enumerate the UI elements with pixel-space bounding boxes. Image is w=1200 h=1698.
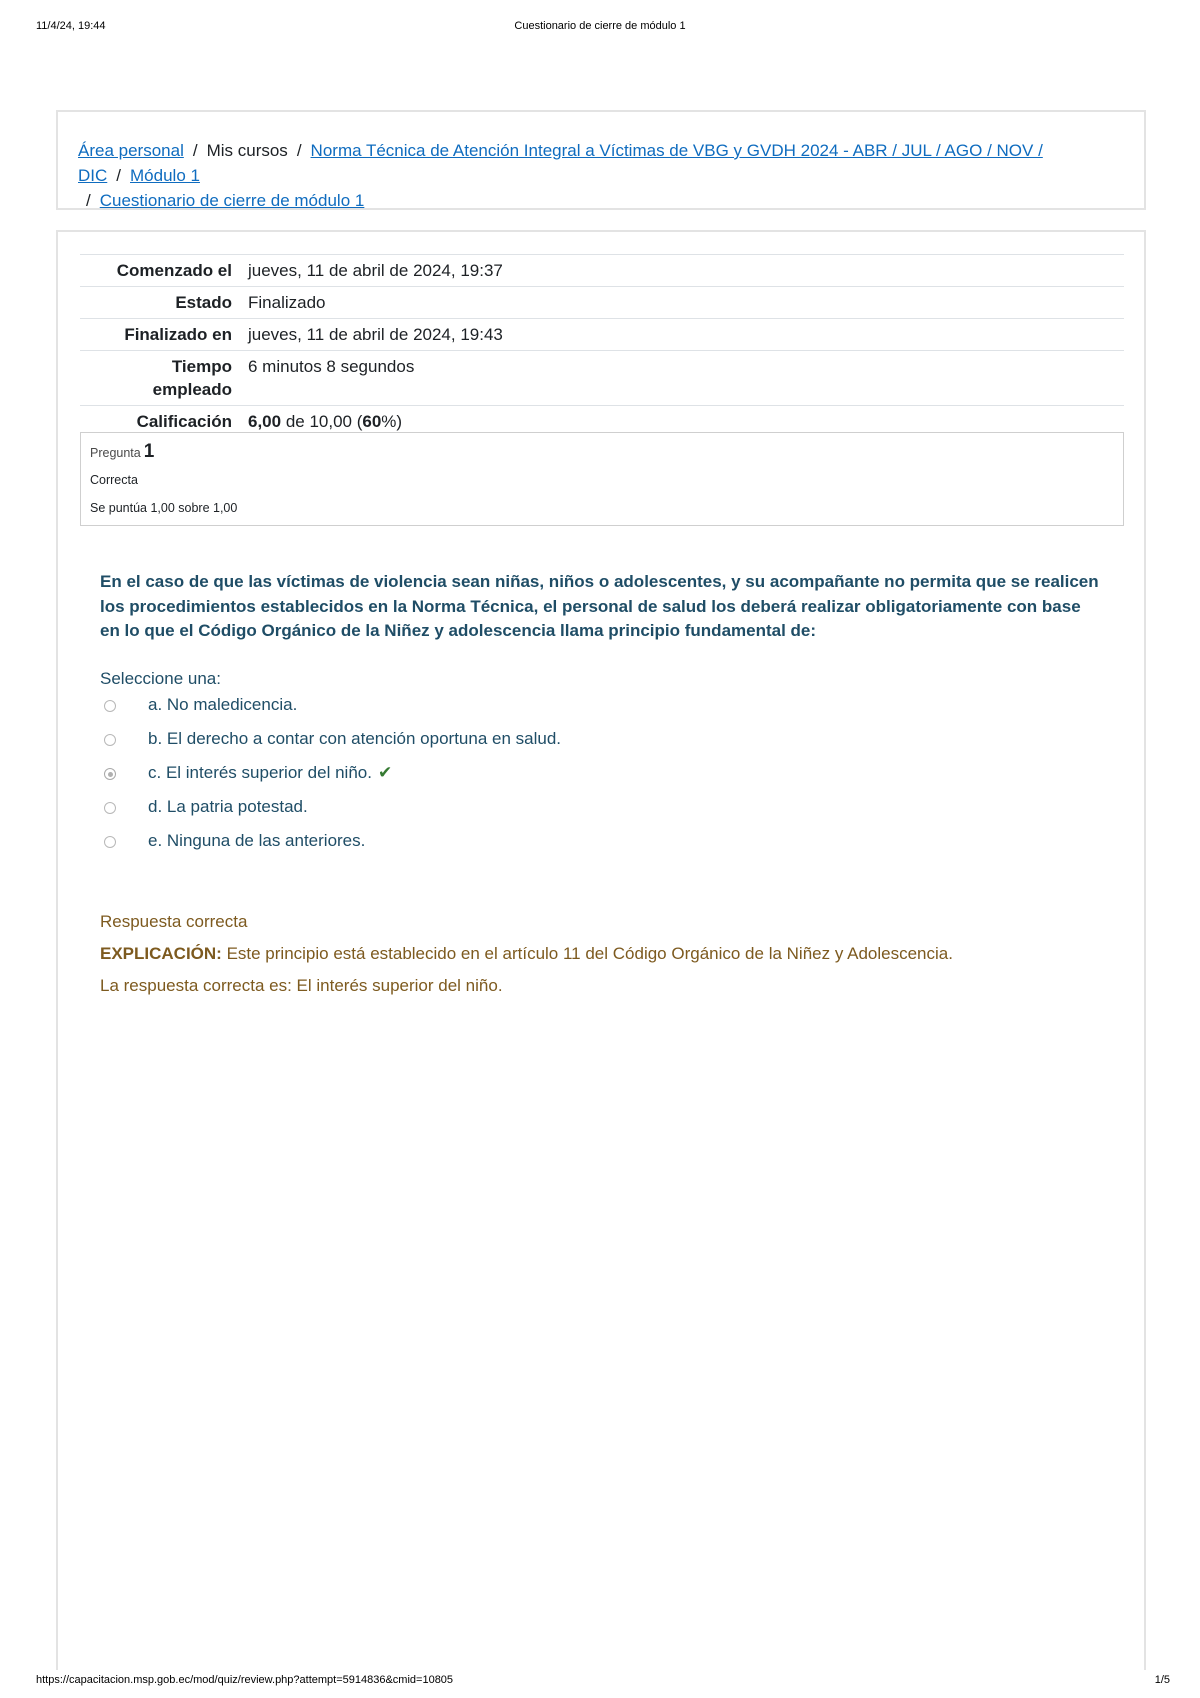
summary-label-line: Tiempo <box>171 357 232 376</box>
answer-label: d. La patria potestad. <box>148 797 308 816</box>
summary-row-finished <box>80 319 1124 351</box>
print-url: https://capacitacion.msp.gob.ec/mod/quiz/review.php?attempt=5914836&cmid=10805 <box>36 1674 454 1686</box>
feedback-panel <box>100 912 1100 1008</box>
answer-label: c. El interés superior del niño. <box>148 763 372 782</box>
breadcrumb-home-link[interactable]: Área personal <box>78 141 184 160</box>
radio-button-selected[interactable] <box>104 768 116 780</box>
print-page-number: 1/5 <box>1154 1674 1170 1686</box>
feedback-explanation <box>100 944 1100 976</box>
question-text: En el caso de que las víctimas de violencia sean niñas, niños o adolescentes, y su acompañante no permita que se realicen los procedimientos establecidos en la Norma Técnica, el personal de salud los deberá realizar obligatoriamente con base en lo que el Código Orgánico de la Niñez y adolescencia llama principio fundamental de: <box>100 572 1099 640</box>
grade-end: %) <box>381 412 403 431</box>
answer-option-d[interactable] <box>104 797 1004 834</box>
feedback-result: Respuesta correcta <box>100 912 248 931</box>
breadcrumb <box>78 138 1133 213</box>
print-title: Cuestionario de cierre de módulo 1 <box>514 20 686 32</box>
breadcrumb-separator: / <box>192 141 198 160</box>
breadcrumb-course-link[interactable]: Norma Técnica de Atención Integral a Víctimas de VBG y GVDH 2024 - ABR / JUL / AGO / NOV / DIC <box>78 141 1043 185</box>
radio-button[interactable] <box>104 700 116 712</box>
grade-of: de 10,00 ( <box>281 412 363 431</box>
answer-option-c[interactable] <box>104 763 1004 800</box>
summary-label-line: empleado <box>152 380 232 399</box>
explanation-label: EXPLICACIÓN: <box>100 944 222 963</box>
breadcrumb-module-link[interactable]: Módulo 1 <box>130 166 200 185</box>
breadcrumb-quiz-link[interactable]: Cuestionario de cierre de módulo 1 <box>99 191 365 210</box>
answer-option-b[interactable] <box>104 729 1004 766</box>
breadcrumb-separator: / <box>86 191 91 210</box>
attempt-summary-table <box>80 254 1124 437</box>
question-info-box <box>80 432 1124 526</box>
answer-prompt: Seleccione una: <box>100 669 221 688</box>
quiz-review-panel <box>56 230 1146 1670</box>
summary-value: Finalizado <box>248 293 326 312</box>
summary-label <box>80 351 248 406</box>
answer-label: b. El derecho a contar con atención oportuna en salud. <box>148 729 562 748</box>
question-state: Correcta <box>90 473 138 487</box>
breadcrumb-courses: Mis cursos <box>206 141 288 160</box>
checkmark-icon: ✔ <box>377 763 393 782</box>
summary-label: Estado <box>175 293 232 312</box>
summary-label: Comenzado el <box>116 261 232 280</box>
feedback-correct-answer: La respuesta correcta es: El interés superior del niño. <box>100 976 503 995</box>
question-number-value: 1 <box>143 441 155 462</box>
summary-value: jueves, 11 de abril de 2024, 19:37 <box>248 261 503 280</box>
summary-row-state <box>80 287 1124 319</box>
answer-label: a. No maledicencia. <box>148 695 298 714</box>
answer-option-e[interactable] <box>104 831 1004 868</box>
print-datetime: 11/4/24, 19:44 <box>36 20 106 32</box>
question-mark: Se puntúa 1,00 sobre 1,00 <box>90 501 238 515</box>
summary-value: jueves, 11 de abril de 2024, 19:43 <box>248 325 503 344</box>
answer-label-wrap <box>148 763 392 783</box>
explanation-text: Este principio está establecido en el artículo 11 del Código Orgánico de la Niñez y Adolescencia. <box>221 944 953 963</box>
summary-row-started <box>80 255 1124 287</box>
radio-button[interactable] <box>104 802 116 814</box>
answer-label: e. Ninguna de las anteriores. <box>148 831 366 850</box>
breadcrumb-separator: / <box>296 141 302 160</box>
summary-row-time <box>80 351 1124 406</box>
summary-label: Calificación <box>136 412 232 431</box>
summary-label: Finalizado en <box>124 325 232 344</box>
breadcrumb-panel <box>56 110 1146 210</box>
radio-button[interactable] <box>104 836 116 848</box>
question-number <box>90 441 154 463</box>
grade-score: 6,00 <box>248 412 282 431</box>
summary-value: 6 minutos 8 segundos <box>248 357 415 376</box>
grade-percent: 60 <box>362 412 382 431</box>
answer-option-a[interactable] <box>104 695 1004 732</box>
answer-list <box>104 695 1004 868</box>
radio-button[interactable] <box>104 734 116 746</box>
question-label: Pregunta <box>90 446 141 460</box>
breadcrumb-separator: / <box>116 166 122 185</box>
